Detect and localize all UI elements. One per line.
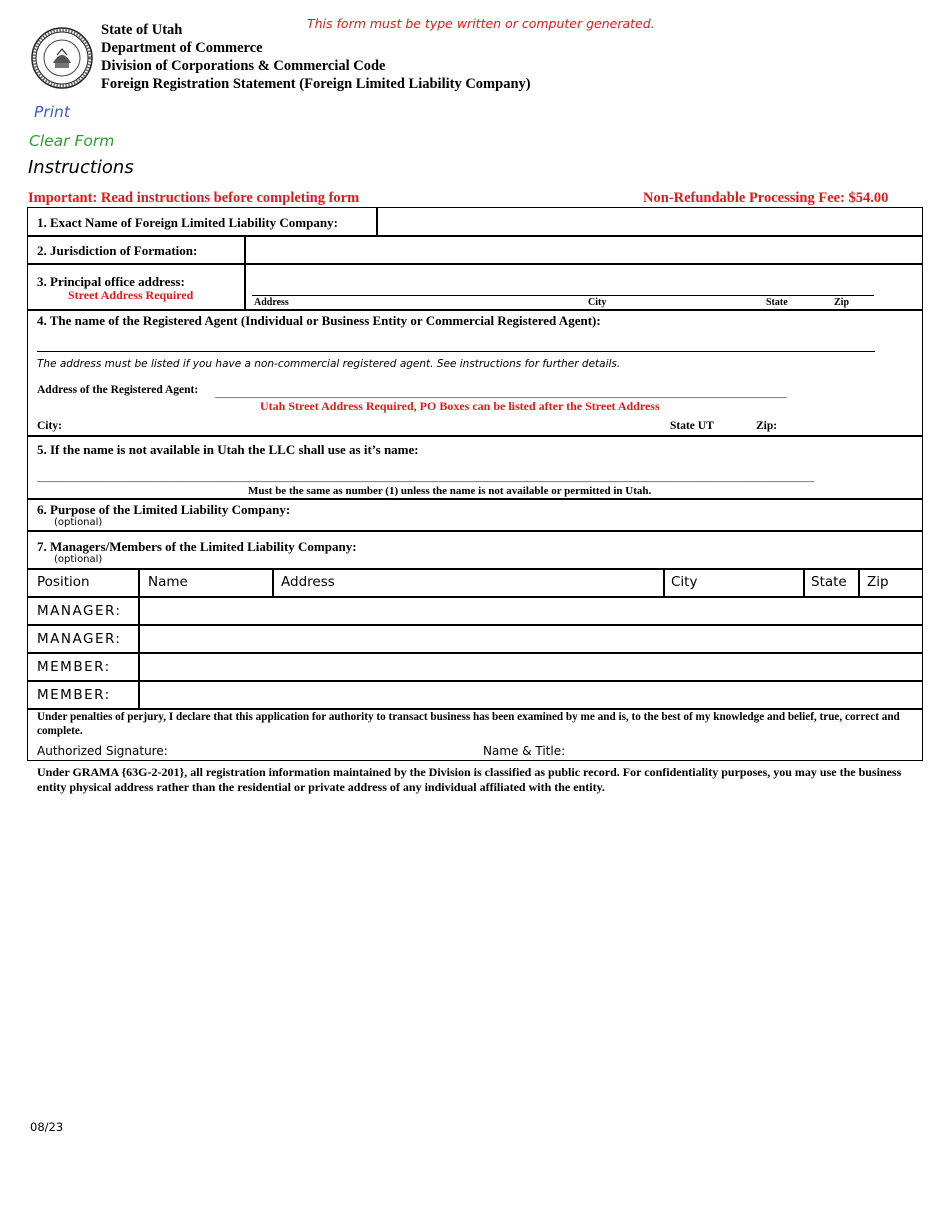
divider [28,235,922,237]
divider [28,568,922,570]
header-department: Department of Commerce [101,40,263,56]
col-zip: Zip [867,574,889,590]
s1-label: 1. Exact Name of Foreign Limited Liability Company: [37,215,338,230]
divider [376,208,378,236]
s2-label: 2. Jurisdiction of Formation: [37,243,198,258]
purpose-input[interactable] [320,502,920,530]
agent-address-line: ______________________________________________________________________________ [215,384,787,399]
col-address: Address [281,574,335,590]
print-button[interactable]: Print [34,103,70,121]
important-notice: Important: Read instructions before completing form [28,190,360,206]
s7-label: 7. Managers/Members of the Limited Liability Company: [37,539,357,554]
processing-fee: Non-Refundable Processing Fee: $54.00 [643,190,889,206]
divider [28,435,922,437]
agent-underline [37,351,875,352]
divider [28,309,922,311]
perjury-statement: Under penalties of perjury, I declare that this application for authority to transact business has been examined by me and is, to the best of my knowledge and belief, true, correct and complete. [37,711,900,737]
agent-zip-label: Zip: [756,420,778,432]
llc-name-input[interactable] [381,210,920,236]
typewritten-notice: This form must be type written or computer generated. [307,16,655,31]
utah-address-note: Utah Street Address Required, PO Boxes can be listed after the Street Address [260,399,660,413]
street-address-required: Street Address Required [68,288,194,302]
s6-label: 6. Purpose of the Limited Liability Company: [37,502,291,517]
sub-address: Address [254,297,289,308]
row-manager-1: MANAGER: [37,603,122,619]
s6-optional: (optional) [54,517,103,528]
signature-input[interactable] [162,742,476,760]
agent-city-input[interactable] [62,416,662,436]
manager-2-input[interactable] [144,627,920,653]
manager-1-input[interactable] [144,599,920,625]
divider [28,680,922,682]
divider [28,596,922,598]
divider [663,569,665,597]
header-division: Division of Corporations & Commercial Code [101,58,386,74]
agent-state-label: State UT [670,420,714,432]
agent-address-note: The address must be listed if you have a non-commercial registered agent. See instructions for further details. [37,358,621,370]
divider [138,569,140,709]
agent-city-label: City: [37,420,62,432]
principal-address-input[interactable] [252,270,876,296]
registered-agent-input[interactable] [37,330,877,352]
sub-city: City [588,297,607,308]
divider [28,530,922,532]
col-name: Name [148,574,188,590]
divider [28,498,922,500]
instructions-link[interactable]: Instructions [28,157,134,178]
signature-label: Authorized Signature: [37,744,168,758]
alt-name-line: __________________________________________________________________________________________________________ [37,468,814,483]
col-state: State [811,574,847,590]
col-position: Position [37,574,90,590]
divider [28,624,922,626]
form-version: 08/23 [30,1120,64,1134]
header-state: State of Utah [101,22,183,38]
s3-label: 3. Principal office address: [37,274,185,289]
divider [803,569,805,597]
row-member-2: MEMBER: [37,687,111,703]
divider [272,569,274,597]
s7-optional: (optional) [54,554,103,565]
agent-zip-input[interactable] [782,416,920,436]
utah-state-seal [31,27,93,89]
sub-state: State [766,297,788,308]
s4-label: 4. The name of the Registered Agent (Individual or Business Entity or Commercial Registered Agent): [37,313,601,328]
name-title-input[interactable] [570,742,919,760]
alt-name-input[interactable] [40,462,882,484]
member-2-input[interactable] [144,683,920,709]
grama-notice: Under GRAMA {63G-2-201}, all registration information maintained by the Division is classified as public record. For confidentiality purposes, you may use the business entity physical address rather than the residential or private address of any individual affiliated with the entity. [37,765,902,794]
row-manager-2: MANAGER: [37,631,122,647]
jurisdiction-input[interactable] [250,238,920,264]
alt-name-note: Must be the same as number (1) unless the name is not available or permitted in Utah. [248,485,652,497]
s5-label: 5. If the name is not available in Utah the LLC shall use as it’s name: [37,442,419,457]
divider [858,569,860,597]
member-1-input[interactable] [144,655,920,681]
divider [244,236,246,310]
name-title-label: Name & Title: [483,744,566,758]
col-city: City [671,574,698,590]
row-member-1: MEMBER: [37,659,111,675]
agent-address-input[interactable] [218,380,830,400]
address-underline [252,295,874,296]
header-form-title: Foreign Registration Statement (Foreign Limited Liability Company) [101,76,531,92]
agent-address-label: Address of the Registered Agent: [37,384,199,396]
clear-form-button[interactable]: Clear Form [29,132,115,150]
divider [28,652,922,654]
sub-zip: Zip [834,297,850,308]
divider [28,263,922,265]
